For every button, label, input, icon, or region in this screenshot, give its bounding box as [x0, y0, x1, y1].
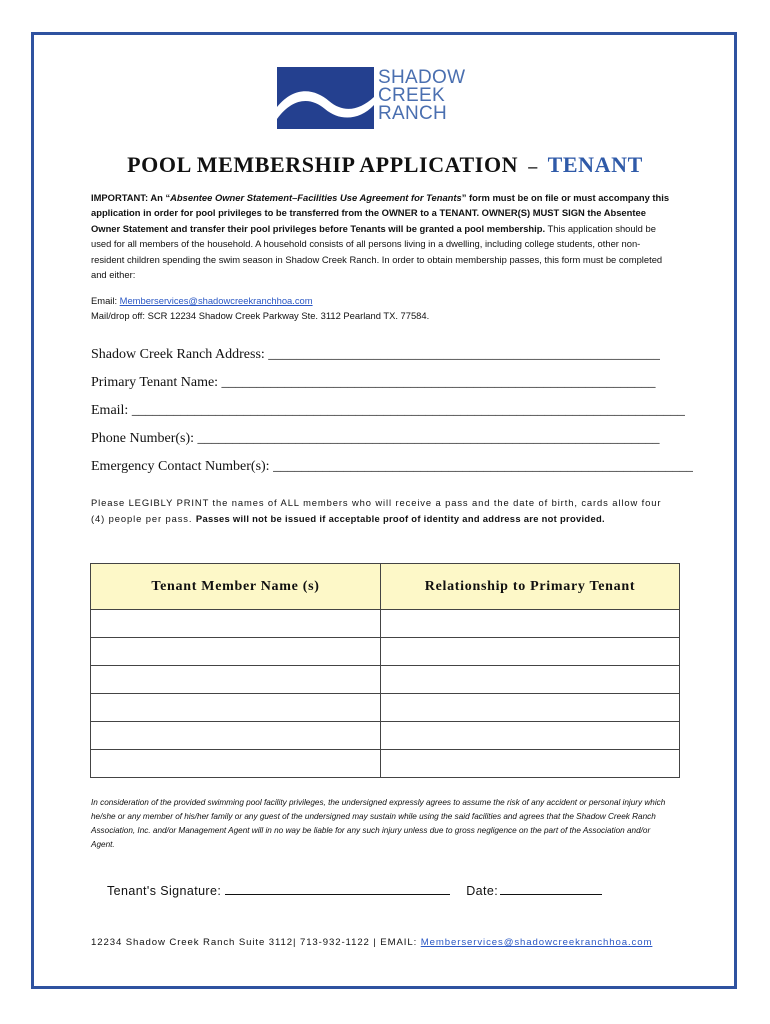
logo-line-1: SHADOW [378, 67, 466, 88]
shadow-creek-ranch-logo [277, 67, 482, 129]
col-relationship: Relationship to Primary Tenant [381, 564, 680, 610]
table-row [91, 750, 680, 778]
print-instructions [91, 495, 676, 527]
col-member-name: Tenant Member Name (s) [91, 564, 381, 610]
logo-line-3: RANCH [378, 103, 448, 124]
member-name-cell[interactable] [91, 638, 381, 666]
footer-email-link[interactable]: Memberservices@shadowcreekranchhoa.com [420, 937, 653, 948]
print-instructions-bold: Passes will not be issued if acceptable proof of identity and address are not provided. [195, 513, 605, 524]
relationship-cell[interactable] [381, 638, 680, 666]
print-instructions-text: Please LEGIBLY PRINT the names of ALL members who will receive a pass and the date of birth, cards allow four (4) people per pass. [91, 497, 662, 524]
member-name-cell[interactable] [91, 750, 381, 778]
address-field[interactable]: Shadow Creek Ranch Address: ________________________________________________________ [91, 347, 661, 362]
phone-field[interactable]: Phone Number(s): __________________________________________________________________ [91, 431, 660, 446]
signature-row [107, 884, 602, 898]
relationship-cell[interactable] [381, 722, 680, 750]
relationship-cell[interactable] [381, 750, 680, 778]
table-header-row [91, 564, 680, 610]
signature-line[interactable] [225, 884, 450, 895]
email-label: Email: [91, 295, 120, 306]
liability-disclaimer: In consideration of the provided swimming pool facility privileges, the undersigned expressly agrees to assume the risk of any accident or personal injury which he/she or any member of his/her family or any guest of the undersigned may sustain while using the said facilities and agrees that the Shadow Creek Ranch Association, Inc. and/or Management Agent will in no way be liable for any such injury unless due to gross negligence on the part of the Association and/or Agent. [91, 798, 666, 849]
table-row [91, 694, 680, 722]
table-row [91, 666, 680, 694]
relationship-cell[interactable] [381, 610, 680, 638]
member-name-cell[interactable] [91, 722, 381, 750]
table-row [91, 722, 680, 750]
intro-paragraph [91, 190, 671, 282]
logo-line-2: CREEK [378, 85, 445, 106]
title-tenant: TENANT [547, 152, 643, 177]
table-row [91, 610, 680, 638]
intro-bold-2: ” form must be on file or must accompany this application in order for pool privileges to be transferred from the OWNER to a TENANT. OWNER(S) MUST SIGN the Absentee Owner Statement and transfer their pool privileges before Tenants will be granted a pool membership. [91, 192, 670, 234]
email-field[interactable]: Email: _______________________________________________________________________________ [91, 403, 685, 418]
intro-rest: This application should be used for all members of the household. A household consists of all persons living in a dwelling, including college students, other non-resident children spending the swim season in Shadow Creek Ranch. In order to obtain membership passes, this form must be completed and either: [91, 222, 663, 281]
member-name-cell[interactable] [91, 610, 381, 638]
email-link[interactable]: Memberservices@shadowcreekranchhoa.com [119, 295, 313, 306]
signature-label: Tenant's Signature: [107, 884, 222, 898]
wave-logo-icon [277, 67, 374, 129]
date-line[interactable] [500, 884, 602, 895]
logo-wordmark [378, 69, 465, 123]
footer-text: 12234 Shadow Creek Ranch Suite 3112| 713-932-1122 | EMAIL: [91, 937, 421, 948]
mail-address: Mail/drop off: SCR 12234 Shadow Creek Parkway Ste. 3112 Pearland TX. 77584. [91, 310, 430, 321]
emergency-contact-field[interactable]: Emergency Contact Number(s): ____________________________________________________________ [91, 459, 694, 474]
table-row [91, 638, 680, 666]
relationship-cell[interactable] [381, 666, 680, 694]
footer [91, 937, 652, 948]
members-table [90, 563, 680, 778]
relationship-cell[interactable] [381, 694, 680, 722]
date-label: Date: [466, 884, 499, 898]
member-name-cell[interactable] [91, 694, 381, 722]
member-name-cell[interactable] [91, 666, 381, 694]
tenant-name-field[interactable]: Primary Tenant Name: ______________________________________________________________ [91, 375, 656, 390]
title-main: POOL MEMBERSHIP APPLICATION [127, 152, 519, 177]
intro-bold-1: IMPORTANT: An “ [91, 192, 171, 203]
intro-form-name: Absentee Owner Statement–Facilities Use Agreement for Tenants [170, 192, 462, 203]
contact-block [91, 293, 671, 323]
title-dash: – [528, 156, 538, 176]
page-title [0, 152, 770, 178]
